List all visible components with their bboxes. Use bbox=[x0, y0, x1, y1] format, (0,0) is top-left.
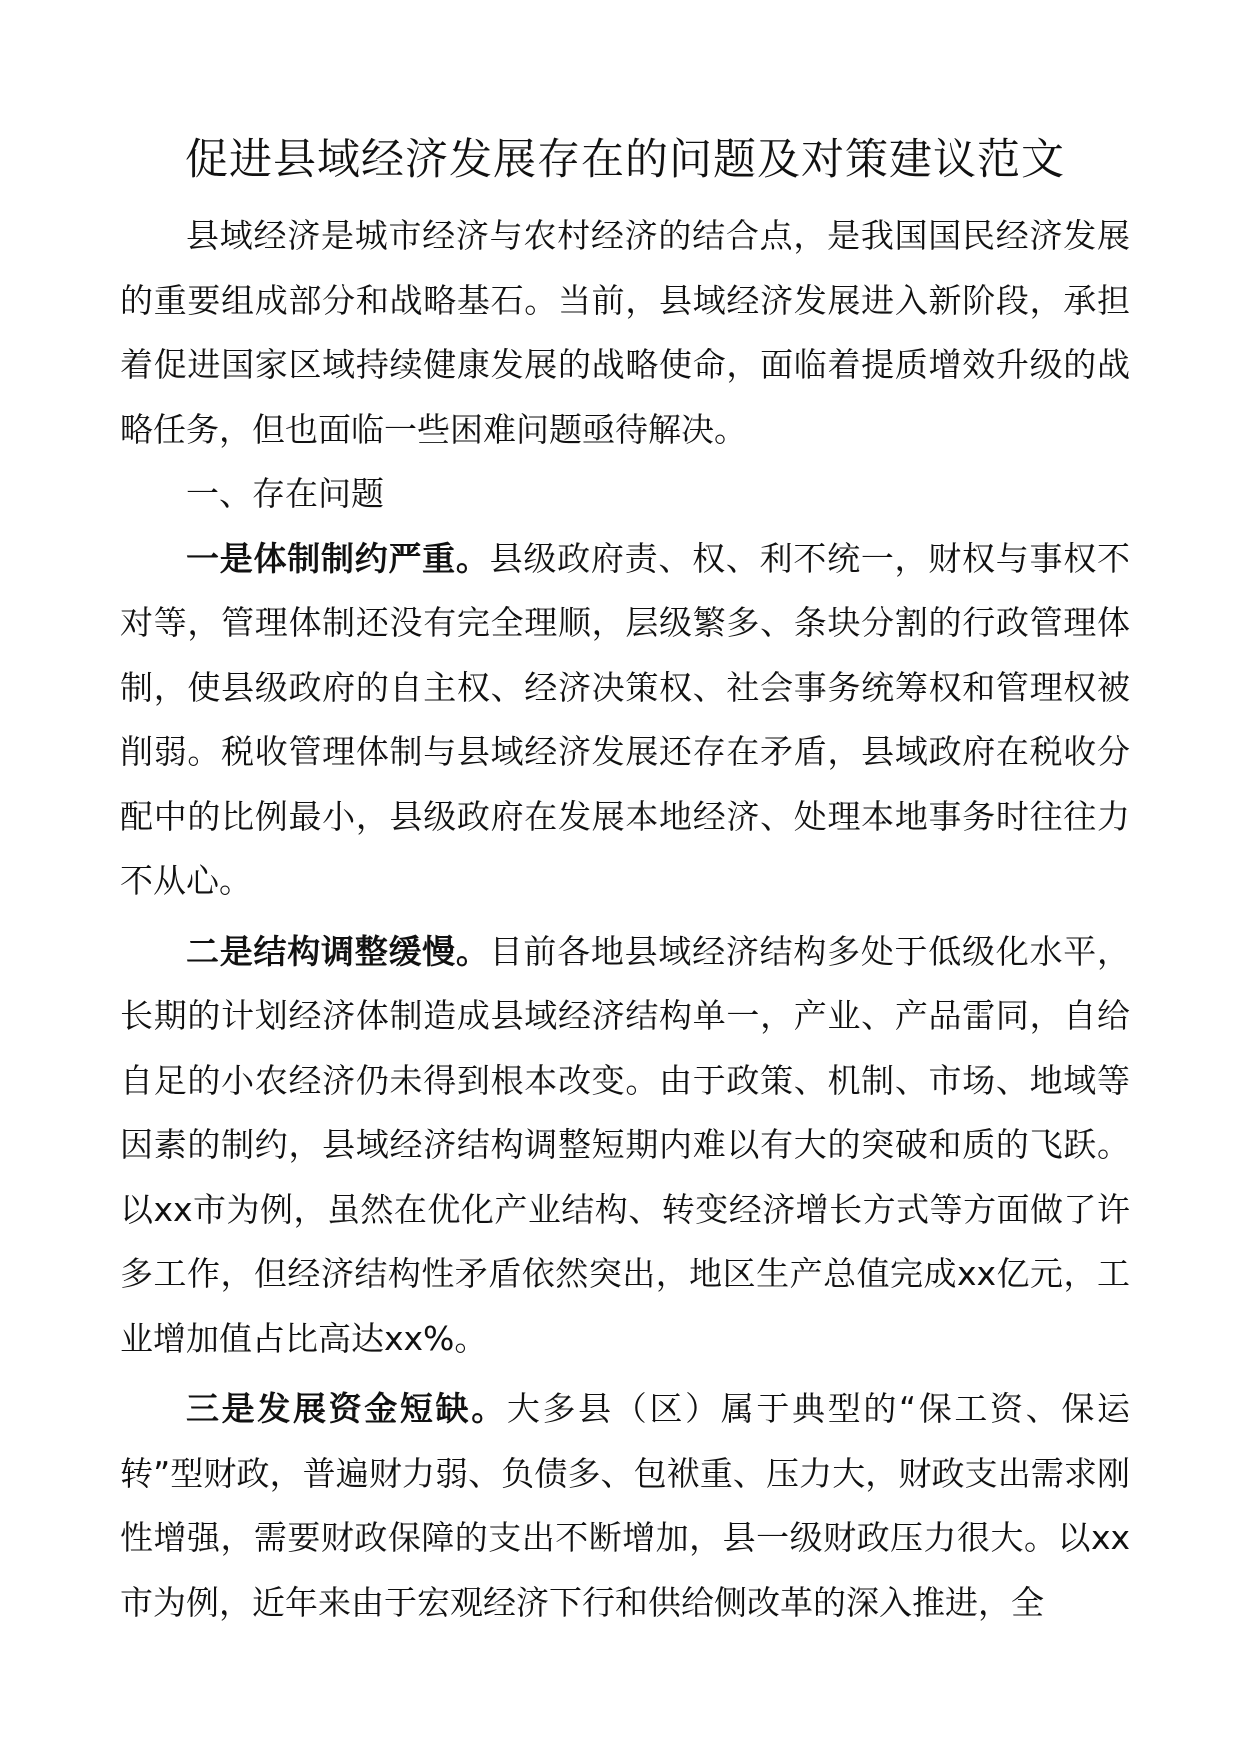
document-title: 促进县域经济发展存在的问题及对策建议范文 bbox=[185, 135, 1065, 185]
issue-lead-2: 二是结构调整缓慢。 bbox=[186, 931, 490, 971]
issue-body-3: 大多县（区）属于典型的“保工资、保运转”型财政，普遍财力弱、负债多、包袱重、压力大，财政支出需求刚性增强，需要财政保障的支出不断增加，县一级财政压力很大。以xx市为例，近年来由于宏观经济下行和供给侧改革的深入推进，全 bbox=[120, 1389, 1130, 1622]
section-heading: 一、存在问题 bbox=[186, 474, 384, 513]
intro-paragraph: 县域经济是城市经济与农村经济的结合点，是我国国民经济发展的重要组成部分和战略基石。当前，县域经济发展进入新阶段，承担着促进国家区域持续健康发展的战略使命，面临着提质增效升级的战略任务，但也面临一些困难问题亟待解决。 bbox=[120, 216, 1130, 449]
document-page bbox=[120, 130, 1130, 1635]
issue-body-2: 目前各地县域经济结构多处于低级化水平，长期的计划经济体制造成县域经济结构单一，产业、产品雷同，自给自足的小农经济仍未得到根本改变。由于政策、机制、市场、地域等因素的制约，县域经济结构调整短期内难以有大的突破和质的飞跃。以xx市为例，虽然在优化产业结构、转变经济增长方式等方面做了许多工作，但经济结构性矛盾依然突出，地区生产总值完成xx亿元，工业增加值占比高达xx%。 bbox=[120, 931, 1131, 1358]
issue-body-1: 县级政府责、权、利不统一，财权与事权不对等，管理体制还没有完全理顺，层级繁多、条块分割的行政管理体制，使县级政府的自主权、经济决策权、社会事务统筹权和管理权被削弱。税收管理体制与县域经济发展还存在矛盾，县域政府在税收分配中的比例最小，县级政府在发展本地经济、处理本地事务时往往力不从心。 bbox=[120, 538, 1131, 900]
issue-paragraph-1 bbox=[120, 527, 1130, 914]
issue-paragraph-2 bbox=[120, 920, 1130, 1372]
issue-lead-1: 一是体制制约严重。 bbox=[186, 538, 490, 578]
issue-lead-3: 三是发展资金短缺。 bbox=[186, 1389, 507, 1428]
issue-paragraph-3 bbox=[120, 1377, 1130, 1635]
